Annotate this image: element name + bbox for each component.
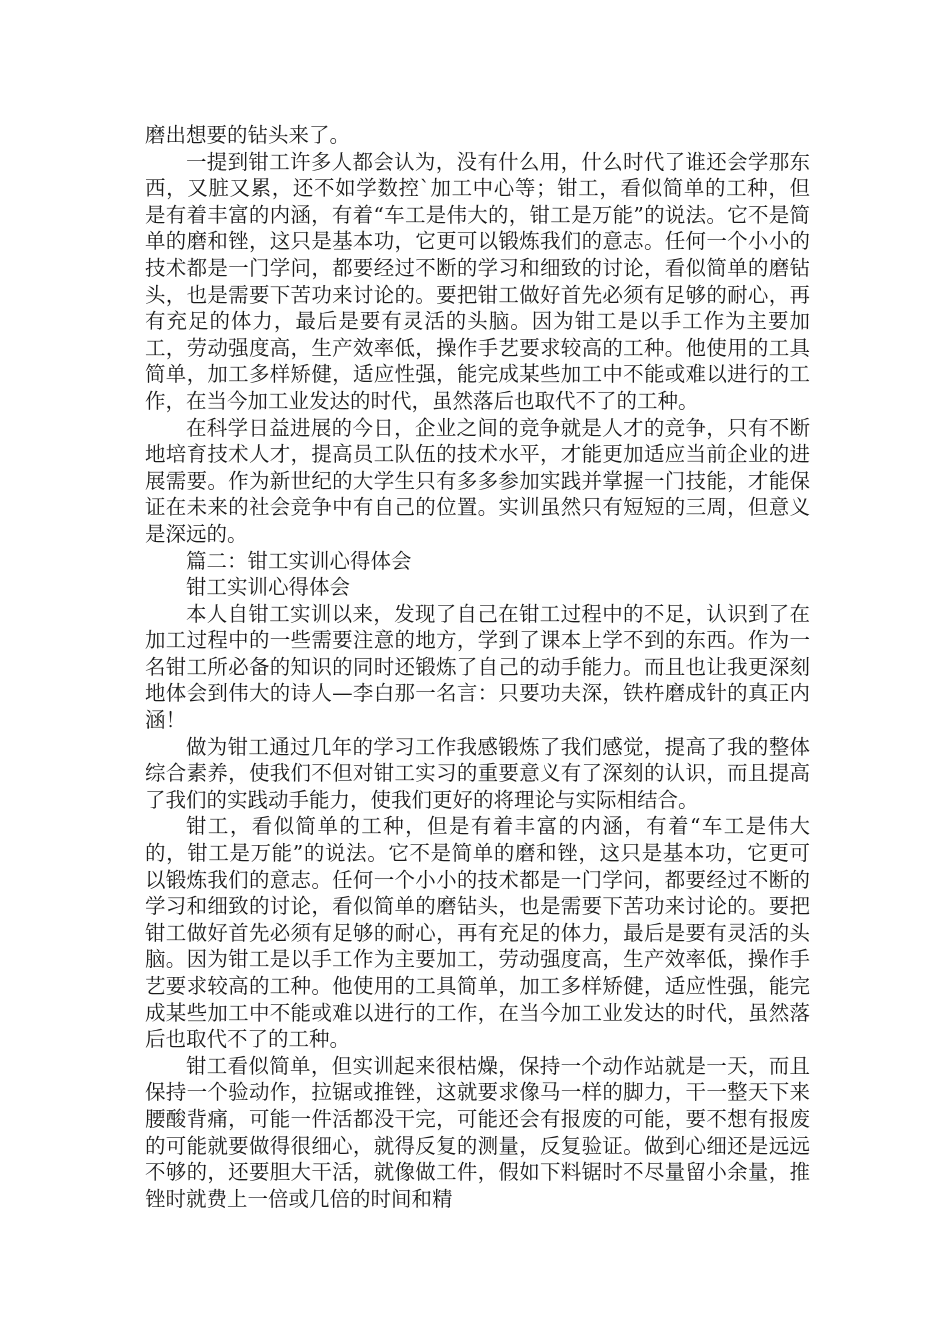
article-title: 钳工实训心得体会 <box>186 575 350 600</box>
paragraph: 一提到钳工许多人都会认为，没有什么用，什么时代了谁还会学那东西，又脏又累，还不如学数控`加工中心等；钳工，看似简单的工种，但是有着丰富的内涵，有着“车工是伟大的，钳工是万能”的说法。它不是简单的磨和锉，这只是基本功，它更可以锻炼我们的意志。任何一个小小的技术都是一门学问，都要经过不断的学习和细致的讨论，看似简单的磨钻头，也是需要下苦功来讨论的。要把钳工做好首先必须有足够的耐心，再有充足的体力，最后是要有灵活的头脑。因为钳工是以手工作为主要加工，劳动强度高，生产效率低，操作手艺要求较高的工种。他使用的工具简单，加工多样矫健，适应性强，能完成某些加工中不能或难以进行的工作，在当今加工业发达的时代，虽然落后也取代不了的工种。 <box>145 149 810 413</box>
paragraph: 钳工看似简单，但实训起来很枯燥，保持一个动作站就是一天，而且保持一个验动作，拉锯或推锉，这就要求像马一样的脚力，干一整天下来腰酸背痛，可能一件活都没干完，可能还会有报废的可能，要不想有报废的可能就要做得很细心，就得反复的测量，反复验证。做到心细还是远远不够的，还要胆大干活，就像做工件，假如下料锯时不尽量留小余量，推锉时就费上一倍或几倍的时间和精 <box>145 1053 810 1211</box>
document-page <box>145 122 810 1212</box>
paragraph: 在科学日益进展的今日，企业之间的竞争就是人才的竞争，只有不断地培育技术人才，提高员工队伍的技术水平，才能更加适应当前企业的进展需要。作为新世纪的大学生只有多多参加实践并掌握一门技能，才能保证在未来的社会竞争中有自己的位置。实训虽然只有短短的三周，但意义是深远的。 <box>145 415 810 546</box>
section-heading: 篇二：钳工实训心得体会 <box>186 548 412 573</box>
paragraph: 磨出想要的钻头来了。 <box>145 123 350 147</box>
paragraph: 钳工，看似简单的工种，但是有着丰富的内涵，有着“车工是伟大的，钳工是万能”的说法。它不是简单的磨和锉，这只是基本功，它更可以锻炼我们的意志。任何一个小小的技术都是一门学问，都要经过不断的学习和细致的讨论，看似简单的磨钻头，也是需要下苦功来讨论的。要把钳工做好首先必须有足够的耐心，再有充足的体力，最后是要有灵活的头脑。因为钳工是以手工作为主要加工，劳动强度高，生产效率低，操作手艺要求较高的工种。他使用的工具简单，加工多样矫健，适应性强，能完成某些加工中不能或难以进行的工作，在当今加工业发达的时代，虽然落后也取代不了的工种。 <box>145 814 810 1052</box>
paragraph: 做为钳工通过几年的学习工作我感锻炼了我们感觉，提高了我的整体综合素养，使我们不但对钳工实习的重要意义有了深刻的认识，而且提高了我们的实践动手能力，使我们更好的将理论与实际相结合。 <box>145 734 810 812</box>
paragraph: 本人自钳工实训以来，发现了自己在钳工过程中的不足，认识到了在加工过程中的一些需要注意的地方，学到了课本上学不到的东西。作为一名钳工所必备的知识的同时还锻炼了自己的动手能力。而且也让我更深刻地体会到伟大的诗人—李白那一名言：只要功夫深，铁杵磨成针的真正内涵！ <box>145 601 810 733</box>
